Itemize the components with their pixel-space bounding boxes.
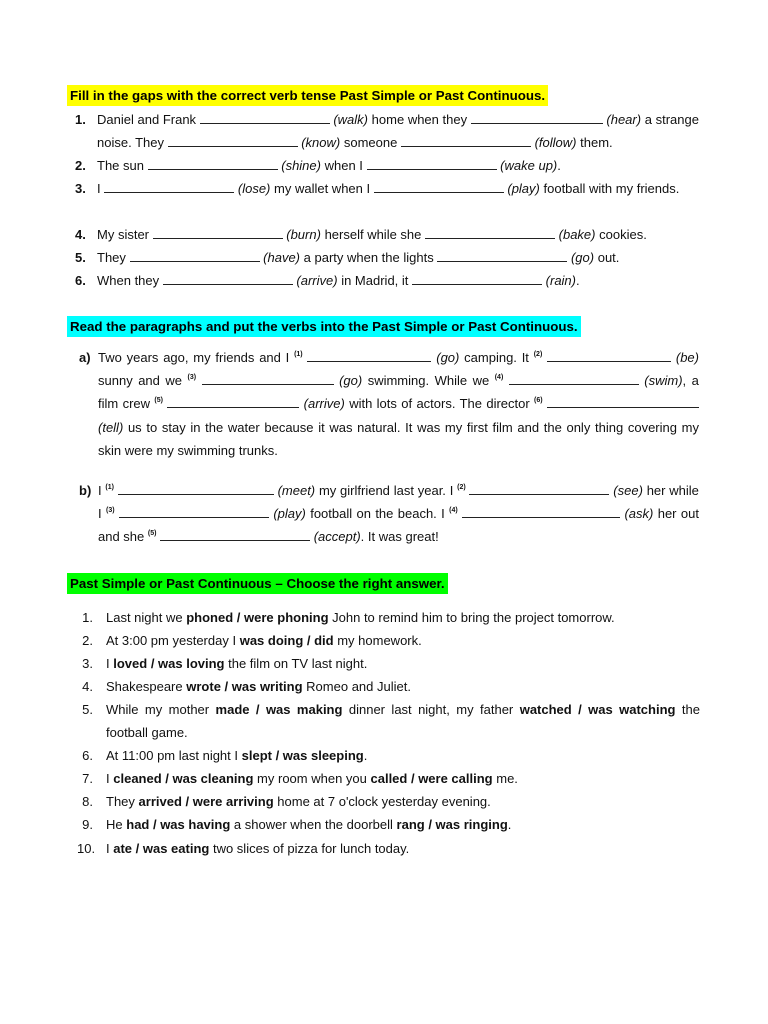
paragraph-text: us to stay in the water because it was natural. It was my first film and the only thing covering my skin were my swimming trunks. — [98, 419, 699, 458]
item-text: out. — [597, 250, 620, 265]
answer-gap[interactable] — [104, 180, 234, 193]
answer-gap[interactable] — [374, 180, 504, 193]
item-text: the film on TV last night. — [228, 656, 368, 671]
choice-option[interactable]: watched / was watching — [519, 702, 676, 717]
verb-hint: (know) — [301, 135, 341, 150]
item-text: me. — [496, 771, 518, 786]
paragraph-text: with lots of actors. The director — [349, 396, 530, 412]
choice-item-10 — [77, 837, 700, 860]
item-number: 4. — [82, 679, 93, 694]
verb-hint: (arrive) — [303, 396, 345, 412]
answer-gap[interactable] — [119, 505, 269, 518]
item-text: They — [106, 794, 135, 809]
verb-hint: (see) — [613, 483, 643, 498]
verb-hint: (go) — [570, 250, 595, 265]
item-text: . — [576, 273, 580, 288]
item-text: my wallet when I — [274, 181, 371, 196]
item-text: At 11:00 pm last night I — [106, 748, 238, 763]
verb-hint: (tell) — [98, 419, 124, 435]
exercise-item-4 — [75, 223, 699, 246]
answer-gap[interactable] — [160, 528, 310, 541]
choice-option[interactable]: was doing / did — [239, 633, 334, 648]
item-text: At 3:00 pm yesterday I — [106, 633, 237, 648]
answer-gap[interactable] — [202, 372, 334, 385]
item-text: the football game. — [106, 702, 700, 740]
item-text: While my mother — [106, 702, 210, 717]
item-text: my room when you — [257, 771, 367, 786]
answer-gap[interactable] — [401, 134, 531, 147]
answer-gap[interactable] — [163, 272, 293, 285]
paragraph-text: football on the beach. I — [310, 506, 445, 522]
item-text: When they — [97, 273, 160, 288]
item-text: when I — [324, 158, 363, 173]
choice-item-1 — [77, 606, 700, 629]
exercise-item-2 — [75, 154, 699, 177]
item-text: They — [97, 250, 126, 265]
choice-item-2 — [77, 629, 700, 652]
answer-gap[interactable] — [167, 395, 299, 408]
paragraph-text: camping. It — [464, 350, 529, 365]
answer-gap[interactable] — [130, 249, 260, 262]
gap-number: (2) — [457, 484, 466, 491]
verb-hint: (burn) — [286, 227, 321, 242]
item-text: a shower when the doorbell — [233, 817, 393, 832]
answer-gap[interactable] — [367, 157, 497, 170]
verb-hint: (be) — [675, 350, 699, 365]
gap-number: (5) — [147, 530, 157, 538]
answer-gap[interactable] — [469, 482, 609, 495]
paragraph-text: I — [98, 483, 102, 498]
choice-option[interactable]: ate / was eating — [113, 841, 210, 856]
item-text: someone — [343, 135, 398, 150]
paragraph-text: my girlfriend last year. I — [318, 483, 454, 498]
gap-number: (4) — [449, 507, 458, 515]
choice-item-6 — [77, 744, 700, 767]
item-number: 5. — [75, 250, 86, 265]
section1-heading: Fill in the gaps with the correct verb tense Past Simple or Past Continuous. — [67, 85, 548, 106]
choice-option[interactable]: had / was having — [126, 817, 231, 832]
answer-gap[interactable] — [200, 111, 330, 124]
item-text: football with my friends. — [543, 181, 680, 196]
item-number: 2. — [82, 633, 93, 648]
item-text: The sun — [97, 158, 144, 173]
gap-number: (3) — [187, 374, 197, 382]
item-text: them. — [580, 135, 613, 150]
item-text: Romeo and Juliet. — [306, 679, 411, 694]
answer-gap[interactable] — [307, 349, 431, 362]
choice-option[interactable]: phoned / were phoning — [186, 610, 329, 625]
verb-hint: (swim) — [644, 373, 683, 389]
item-text: I — [106, 841, 110, 856]
answer-gap[interactable] — [547, 395, 699, 408]
paragraph-text: , a film crew — [98, 373, 699, 412]
answer-gap[interactable] — [412, 272, 542, 285]
choice-option[interactable]: made / was making — [215, 702, 343, 717]
verb-hint: (rain) — [545, 273, 576, 288]
choice-option[interactable]: wrote / was writing — [186, 679, 303, 694]
item-number: 3. — [82, 656, 93, 671]
item-text: a party when the lights — [303, 250, 434, 265]
answer-gap[interactable] — [437, 249, 567, 262]
verb-hint: (play) — [507, 181, 540, 196]
item-number: 9. — [82, 817, 93, 832]
verb-hint: (have) — [263, 250, 301, 265]
gap-number: (6) — [534, 397, 543, 405]
item-number: 4. — [75, 227, 86, 242]
item-text: in Madrid, it — [341, 273, 409, 288]
gap-number: (1) — [294, 351, 303, 358]
item-number: 8. — [82, 794, 93, 809]
paragraph-a — [79, 346, 699, 462]
choice-item-5 — [77, 698, 700, 744]
item-text: I — [106, 656, 110, 671]
item-number: 2. — [75, 158, 86, 173]
verb-hint: (walk) — [333, 112, 369, 127]
item-text: my homework. — [337, 633, 422, 648]
item-text: I — [106, 771, 110, 786]
answer-gap[interactable] — [547, 349, 671, 362]
verb-hint: (shine) — [281, 158, 321, 173]
verb-hint: (accept) — [313, 529, 361, 545]
item-text: He — [106, 817, 123, 832]
verb-hint: (follow) — [534, 135, 577, 150]
verb-hint: (lose) — [237, 181, 271, 196]
gap-number: (5) — [154, 397, 163, 405]
choice-option[interactable]: called / were calling — [370, 771, 493, 786]
choice-item-8 — [77, 790, 700, 813]
choice-item-4 — [77, 675, 700, 698]
verb-hint: (play) — [273, 506, 306, 522]
item-text: dinner last night, my father — [348, 702, 514, 717]
item-text: Last night we — [106, 610, 183, 625]
item-text: a strange noise. They — [97, 112, 699, 150]
choice-option[interactable]: rang / was ringing — [396, 817, 508, 832]
answer-gap[interactable] — [509, 372, 639, 385]
exercise-item-3 — [75, 177, 699, 200]
paragraph-text: swimming. While we — [367, 373, 490, 389]
answer-gap[interactable] — [168, 134, 298, 147]
item-text: two slices of pizza for lunch today. — [212, 841, 410, 856]
item-number: 6. — [82, 748, 93, 763]
choice-item-7 — [77, 767, 700, 790]
item-number: 3. — [75, 181, 86, 196]
verb-hint: (hear) — [606, 112, 642, 127]
paragraph-label: b) — [79, 483, 92, 498]
section3-heading: Past Simple or Past Continuous – Choose the right answer. — [67, 573, 448, 594]
item-text: . — [363, 748, 368, 763]
paragraph-text: her out and she — [98, 506, 699, 545]
item-text: home at 7 o'clock yesterday evening. — [277, 794, 491, 809]
verb-hint: (wake up) — [500, 158, 558, 173]
choice-option[interactable]: cleaned / was cleaning — [113, 771, 254, 786]
item-text: home when they — [371, 112, 468, 127]
item-number: 7. — [82, 771, 93, 786]
verb-hint: (meet) — [277, 483, 316, 498]
item-text: Daniel and Frank — [97, 112, 197, 127]
paragraph-b — [79, 479, 699, 549]
exercise-item-1 — [75, 108, 699, 154]
choice-item-3 — [77, 652, 700, 675]
verb-hint: (go) — [436, 350, 460, 365]
verb-hint: (arrive) — [296, 273, 338, 288]
item-text: My sister — [97, 227, 149, 242]
item-text: . — [507, 817, 512, 832]
choice-option[interactable]: arrived / were arriving — [138, 794, 274, 809]
item-number: 5. — [82, 702, 93, 717]
item-number: 1. — [82, 610, 93, 625]
choice-option[interactable]: slept / was sleeping — [241, 748, 364, 763]
verb-hint: (bake) — [558, 227, 596, 242]
exercise-item-6 — [75, 269, 699, 292]
answer-gap[interactable] — [471, 111, 603, 124]
section2-heading: Read the paragraphs and put the verbs into the Past Simple or Past Continuous. — [67, 316, 581, 337]
choice-option[interactable]: loved / was loving — [113, 656, 225, 671]
item-text: Shakespeare — [106, 679, 183, 694]
answer-gap[interactable] — [118, 482, 274, 495]
item-text: John to remind him to bring the project tomorrow. — [332, 610, 615, 625]
answer-gap[interactable] — [148, 157, 278, 170]
choice-item-9 — [77, 813, 700, 836]
item-text: cookies. — [599, 227, 647, 242]
item-number: 6. — [75, 273, 86, 288]
item-number: 1. — [75, 112, 86, 127]
item-text: . — [557, 158, 561, 173]
verb-hint: (ask) — [624, 506, 654, 522]
paragraph-text: her while I — [98, 483, 699, 522]
gap-number: (4) — [494, 374, 504, 382]
item-text: I — [97, 181, 101, 196]
gap-number: (3) — [106, 507, 115, 515]
paragraph-text: . It was great! — [360, 529, 439, 545]
exercise-item-5 — [75, 246, 699, 269]
item-number: 10. — [77, 841, 96, 856]
gap-number: (1) — [105, 484, 114, 491]
gap-number: (2) — [533, 351, 543, 358]
paragraph-text: sunny and we — [98, 373, 182, 389]
item-text: herself while she — [324, 227, 422, 242]
verb-hint: (go) — [339, 373, 363, 389]
answer-gap[interactable] — [425, 226, 555, 239]
answer-gap[interactable] — [153, 226, 283, 239]
paragraph-text: Two years ago, my friends and I — [98, 350, 290, 365]
answer-gap[interactable] — [462, 505, 620, 518]
paragraph-label: a) — [79, 350, 91, 365]
